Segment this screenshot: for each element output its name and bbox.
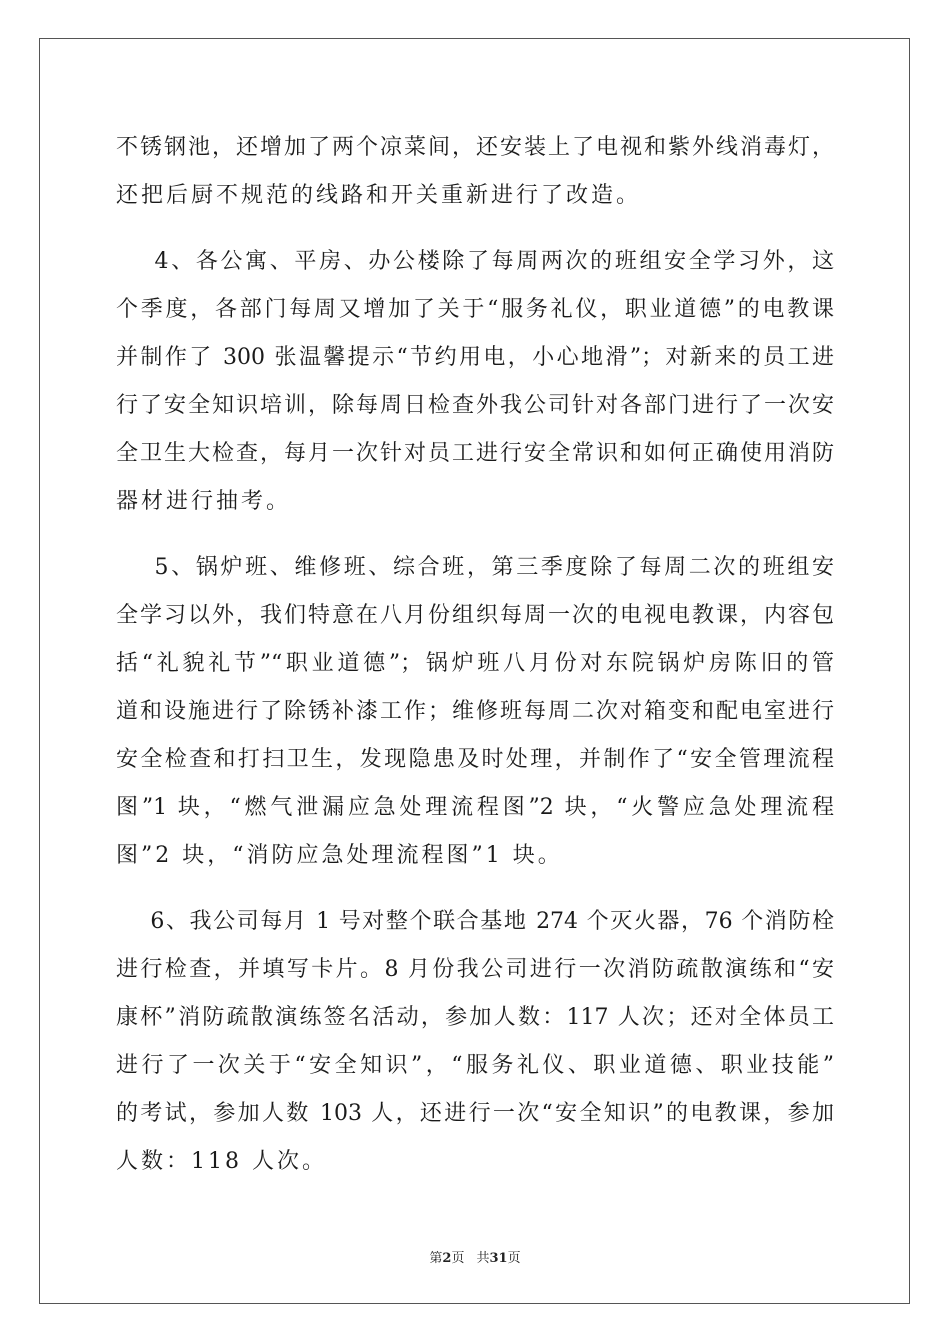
- text-line: 并制作了 300 张温馨提示“节约用电，小心地滑”；对新来的员工进: [116, 345, 834, 370]
- footer-total-prefix: 共: [476, 1251, 490, 1266]
- footer-prefix: 第: [429, 1251, 443, 1266]
- text-line: 图”1 块，“燃气泄漏应急处理流程图”2 块，“火警应急处理流程: [116, 795, 834, 820]
- text-line: 4、各公寓、平房、办公楼除了每周两次的班组安全学习外，这: [116, 249, 834, 274]
- text-line: 进行检查，并填写卡片。8 月份我公司进行一次消防疏散演练和“安: [116, 957, 834, 982]
- text-line: 进行了一次关于“安全知识”，“服务礼仪、职业道德、职业技能”: [116, 1053, 834, 1078]
- text-line: 还把后厨不规范的线路和开关重新进行了改造。: [116, 183, 642, 208]
- page-footer: [0, 1247, 950, 1266]
- footer-total-suffix: 页: [507, 1251, 521, 1266]
- text-line: 括“礼貌礼节”“职业道德”；锅炉班八月份对东院锅炉房陈旧的管: [116, 651, 834, 676]
- text-line: 不锈钢池，还增加了两个凉菜间，还安装上了电视和紫外线消毒灯，: [116, 135, 834, 160]
- text-line: 器材进行抽考。: [116, 489, 292, 514]
- text-line: 个季度，各部门每周又增加了关于“服务礼仪，职业道德”的电教课: [116, 297, 834, 322]
- text-line: 人数：118 人次。: [116, 1149, 327, 1174]
- text-line: 全学习以外，我们特意在八月份组织每周一次的电视电教课，内容包: [116, 603, 834, 628]
- total-pages-number: 31: [489, 1251, 508, 1266]
- footer-page-word: 页: [451, 1251, 465, 1266]
- text-line: 康杯”消防疏散演练签名活动，参加人数：117 人次；还对全体员工: [116, 1005, 834, 1030]
- text-line: 6、我公司每月 1 号对整个联合基地 274 个灭火器，76 个消防栓: [116, 909, 834, 934]
- text-line: 5、锅炉班、维修班、综合班，第三季度除了每周二次的班组安: [116, 555, 834, 580]
- text-line: 图”2 块，“消防应急处理流程图”1 块。: [116, 843, 563, 868]
- text-line: 道和设施进行了除锈补漆工作；维修班每周二次对箱变和配电室进行: [116, 699, 834, 724]
- text-line: 行了安全知识培训，除每周日检查外我公司针对各部门进行了一次安: [116, 393, 834, 418]
- current-page-number: 2: [442, 1251, 452, 1266]
- document-body: [116, 124, 834, 1186]
- text-line: 全卫生大检查，每月一次针对员工进行安全常识和如何正确使用消防: [116, 441, 834, 466]
- text-line: 的考试，参加人数 103 人，还进行一次“安全知识”的电教课，参加: [116, 1101, 834, 1126]
- text-line: 安全检查和打扫卫生，发现隐患及时处理，并制作了“安全管理流程: [116, 747, 834, 772]
